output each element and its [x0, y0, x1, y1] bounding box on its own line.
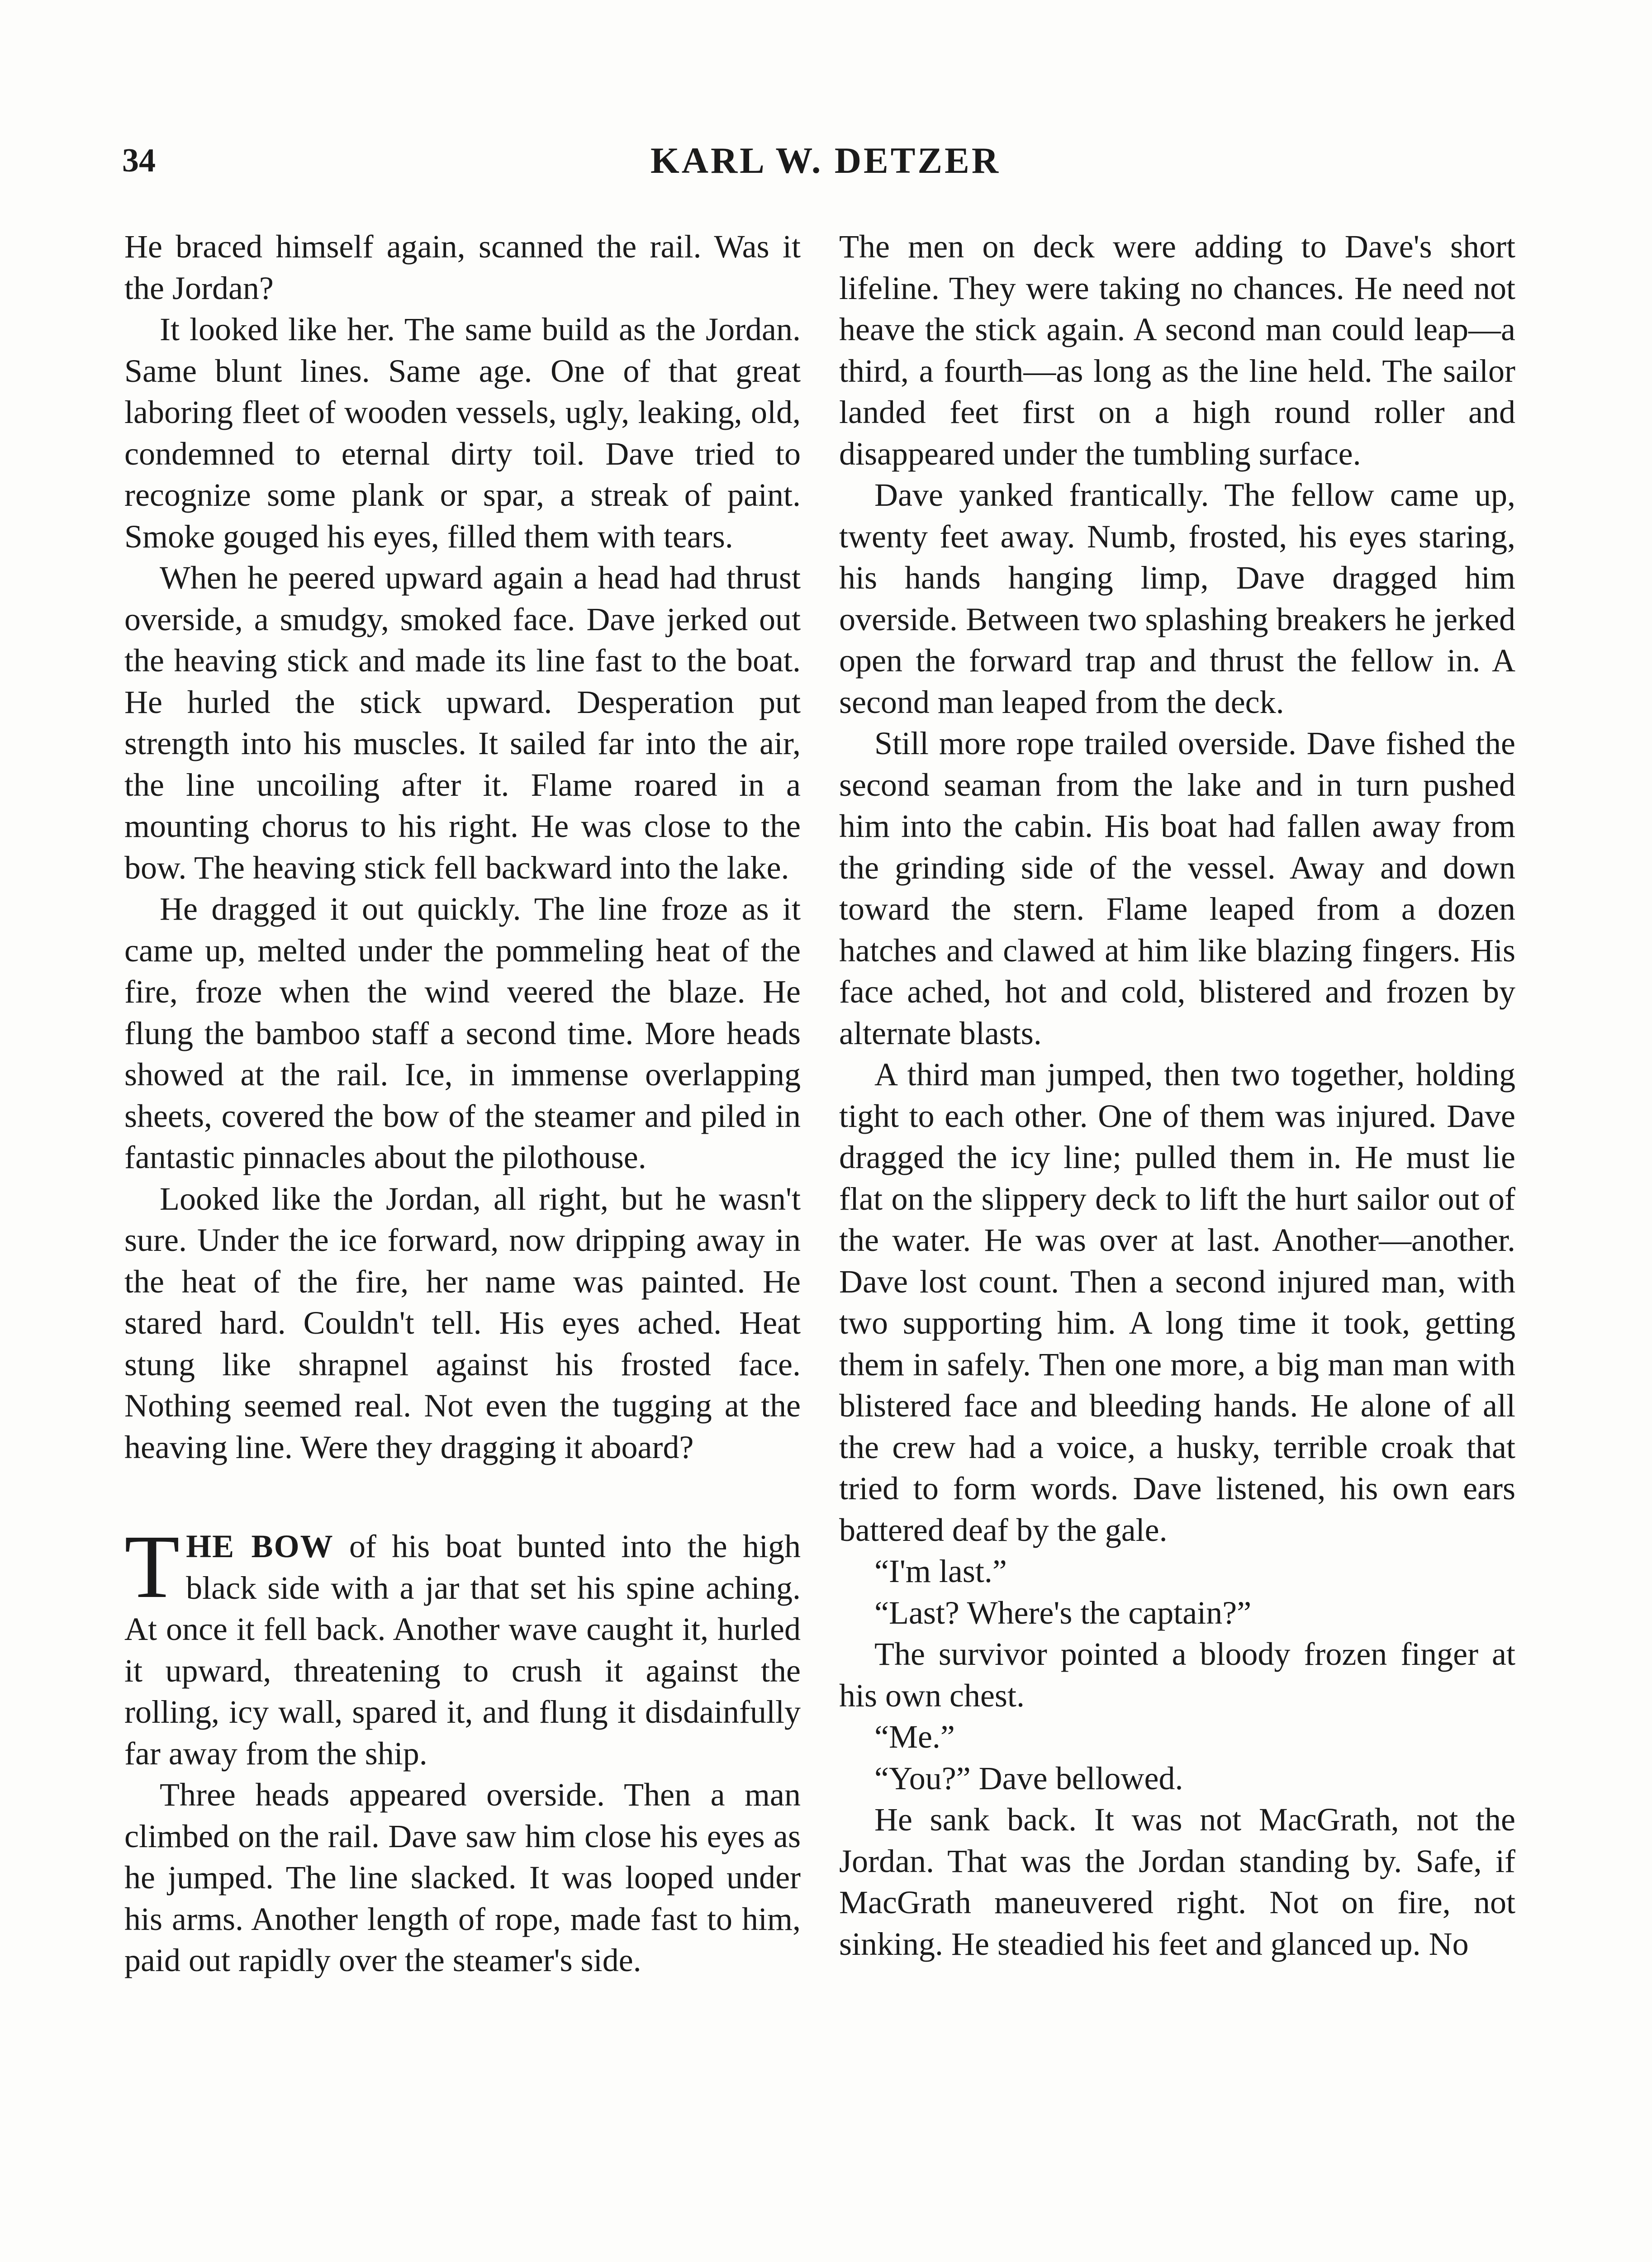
- page-header: [122, 136, 1529, 185]
- section-lead-words: HE BOW: [186, 1528, 334, 1564]
- paragraph: The men on deck were adding to Dave's short lifeline. They were taking no chances. He need not heave the stick again. A second man could leap—a third, a fourth—as long as the line held. The sailor landed feet first on a high round roller and disappeared under the tumbling surface.: [839, 228, 1515, 472]
- paragraph: It looked like her. The same build as the Jordan. Same blunt lines. Same age. One of that great laboring fleet of wooden vessels, ugly, leaking, old, condemned to eternal dirty toil. Dave tried to recognize some plank or spar, a streak of paint. Smoke gouged his eyes, filled them with tears.: [124, 311, 801, 555]
- paragraph: Dave yanked frantically. The fellow came up, twenty feet away. Numb, frosted, his eyes staring, his hands hanging limp, Dave dragged him overside. Between two splashing breakers he jerked open the forward trap and thrust the fellow in. A second man leaped from the deck.: [839, 477, 1515, 720]
- paragraph: He braced himself again, scanned the rail. Was it the Jordan?: [124, 228, 801, 306]
- paragraph: The survivor pointed a bloody frozen finger at his own chest.: [839, 1636, 1515, 1714]
- dialogue-line: “You?” Dave bellowed.: [874, 1760, 1183, 1796]
- running-head-author: KARL W. DETZER: [650, 140, 1001, 181]
- dialogue-line: “Me.”: [874, 1719, 955, 1755]
- left-column: [124, 226, 801, 1982]
- paragraph-text: of his boat bunted into the high black side with a jar that set his spine aching. At once it fell back. Another wave caught it, hurled it upward, threatening to crush it against the rolling, icy wall, spared it, and flung it disdainfully far away from the ship.: [124, 1528, 801, 1772]
- paragraph: Still more rope trailed overside. Dave fished the second seaman from the lake and in turn pushed him into the cabin. His boat had fallen away from the grinding side of the vessel. Away and down toward the stern. Flame leaped from a dozen hatches and clawed at him like blazing fingers. His face ached, hot and cold, blistered and frozen by alternate blasts.: [839, 725, 1515, 1051]
- section-opening-paragraph: [124, 1517, 801, 1774]
- paragraph: A third man jumped, then two together, holding tight to each other. One of them was injured. Dave dragged the icy line; pulled them in. He must lie flat on the slippery deck to lift the hurt sailor out of the water. He was over at last. Another—another. Dave lost count. Then a second injured man, with two supporting him. A long time it took, getting them in safely. Then one more, a big man man with blistered face and bleeding hands. He alone of all the crew had a voice, a husky, terrible croak that tried to form words. Dave listened, his own ears battered deaf by the gale.: [839, 1056, 1515, 1548]
- paragraph: He sank back. It was not MacGrath, not the Jordan. That was the Jordan standing by. Safe, if MacGrath maneuvered right. Not on fire, not sinking. He steadied his feet and glanced up. No: [839, 1801, 1515, 1962]
- paragraph: Looked like the Jordan, all right, but he wasn't sure. Under the ice forward, now dripping away in the heat of the fire, her name was painted. He stared hard. Couldn't tell. His eyes ached. Heat stung like shrapnel against his frosted face. Nothing seemed real. Not even the tugging at the heaving line. Were they dragging it aboard?: [124, 1180, 801, 1465]
- right-column: [839, 226, 1515, 1965]
- drop-cap: T: [124, 1517, 180, 1617]
- paragraph: He dragged it out quickly. The line froze as it came up, melted under the pommeling heat of the fire, froze when the wind veered the blaze. He flung the bamboo staff a second time. More heads showed at the rail. Ice, in immense overlapping sheets, covered the bow of the steamer and piled in fantastic pinnacles about the pilothouse.: [124, 891, 801, 1175]
- page-number: 34: [122, 142, 156, 179]
- paragraph: When he peered upward again a head had thrust overside, a smudgy, smoked face. Dave jerked out the heaving stick and made its line fast to the boat. He hurled the stick upward. Desperation put strength into his muscles. It sailed far into the air, the line uncoiling after it. Flame roared in a mounting chorus to his right. He was close to the bow. The heaving stick fell backward into the lake.: [124, 560, 801, 886]
- paragraph: Three heads appeared overside. Then a man climbed on the rail. Dave saw him close his eyes as he jumped. The line slacked. It was looped under his arms. Another length of rope, made fast to him, paid out rapidly over the steamer's side.: [124, 1777, 801, 1978]
- dialogue-line: “Last? Where's the captain?”: [874, 1594, 1252, 1631]
- dialogue-line: “I'm last.”: [874, 1553, 1007, 1589]
